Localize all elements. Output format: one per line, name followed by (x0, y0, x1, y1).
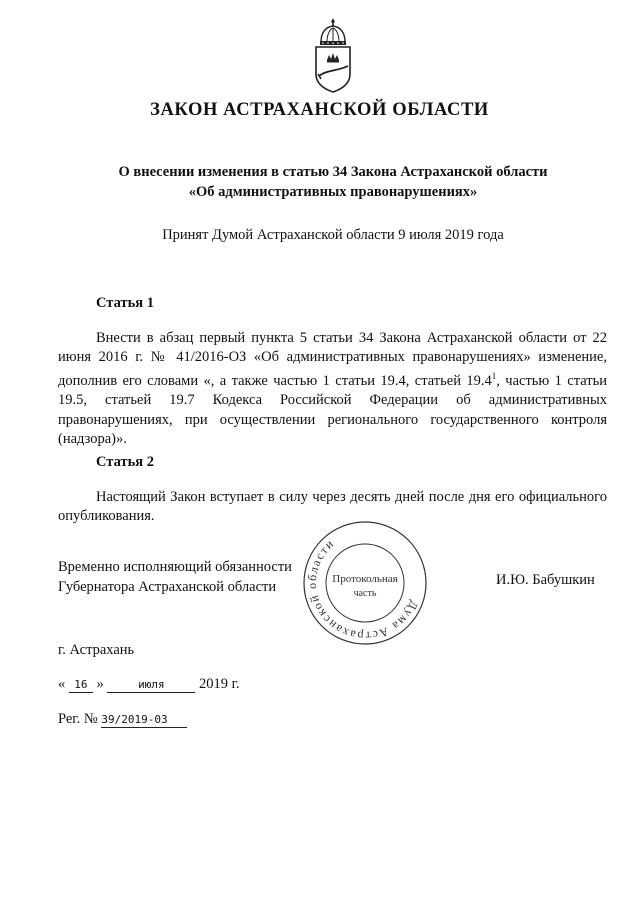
city: г. Астрахань (58, 642, 135, 658)
article-2-text: Настоящий Закон вступает в силу через десять дней после дня его официального опубликования. (58, 489, 607, 525)
date-year: 2019 г. (199, 676, 240, 692)
article-1-text (58, 329, 607, 449)
astrakhan-coat-of-arms-icon (308, 16, 358, 94)
document-title: ЗАКОН АСТРАХАНСКОЙ ОБЛАСТИ (150, 100, 489, 120)
date-close-quote: » (96, 676, 104, 692)
official-stamp (301, 519, 429, 647)
registration-number (58, 711, 187, 728)
article-1-superscript: 1 (491, 371, 497, 382)
signatory-name: И.Ю. Бабушкин (496, 572, 595, 588)
signing-date (58, 676, 240, 693)
stamp-center-line-2: часть (353, 588, 377, 599)
reg-label: Рег. № (58, 711, 98, 727)
subtitle-line-2: «Об административных правонарушениях» (188, 184, 478, 200)
date-open-quote: « (58, 676, 66, 692)
document-subtitle (0, 162, 639, 202)
article-2-heading: Статья 2 (96, 454, 154, 470)
stamp-center-line-1: Протокольная (332, 573, 398, 585)
article-1-text-part-1: Внести в абзац первый пункта 5 статьи 34 Закона Астраханской области от 22 июня 2016 г. № 41/2016-ОЗ «Об административных правонарушениях» изменение, дополнив его словами «, а также частью 1 статьи 19.4, статьей 19.4 (58, 330, 607, 390)
signatory-position-line-1: Временно исполняющий обязанности (58, 559, 292, 575)
article-1-text-part-2: , частью 1 статьи 19.5, статьей 19.7 Кодекса Российской Федерации об административных правонарушениях, при осуществлении регионального государственного контроля (надзора)». (58, 373, 608, 447)
subtitle-line-1: О внесении изменения в статью 34 Закона Астраханской области (118, 164, 548, 180)
stamp-arc-text: Дума Астраханской области (304, 535, 422, 644)
adoption-note: Принят Думой Астраханской области 9 июля 2019 года (162, 227, 504, 243)
signatory-position-line-2: Губернатора Астраханской области (58, 578, 277, 595)
date-day: 16 (69, 678, 93, 693)
date-month: июля (107, 678, 195, 693)
signatory-position (58, 558, 292, 597)
article-1-heading: Статья 1 (96, 295, 154, 311)
reg-number: 39/2019-03 (101, 713, 187, 728)
